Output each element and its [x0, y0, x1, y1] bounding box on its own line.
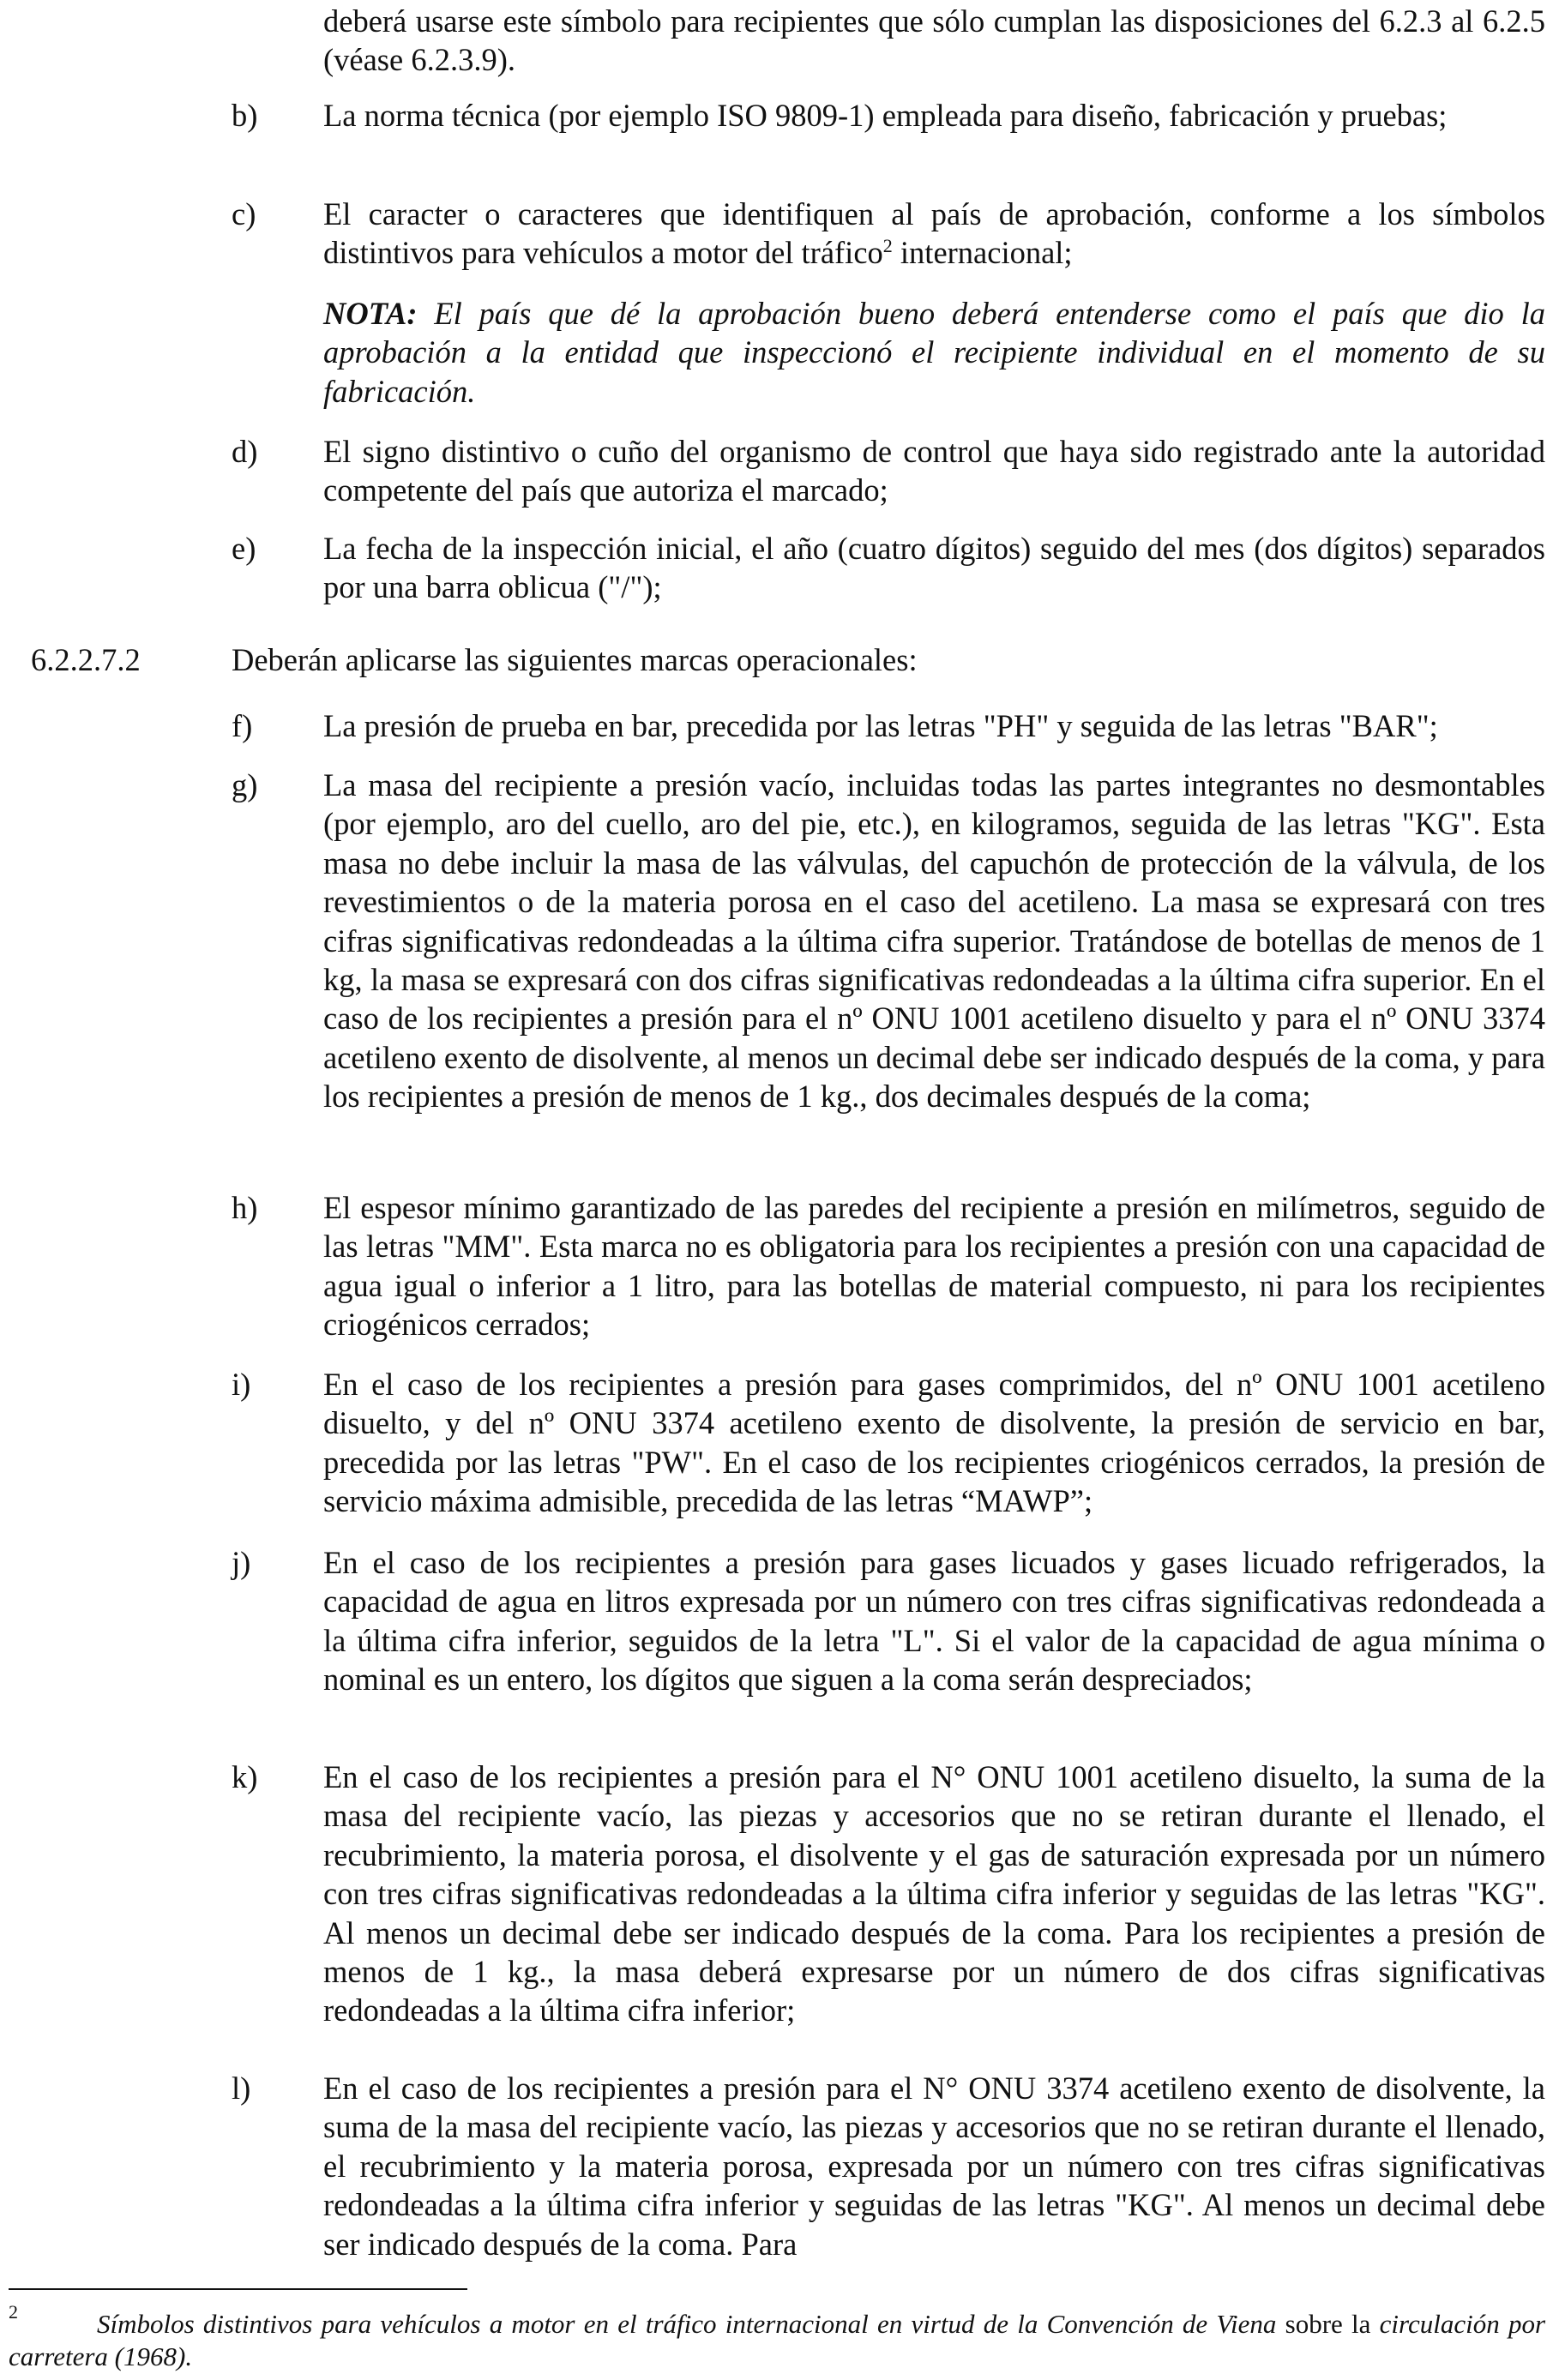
item-d-text — [323, 432, 1545, 510]
footnote-reference: 2 — [882, 235, 893, 257]
item-i-text — [323, 1365, 1545, 1521]
item-b-text — [323, 96, 1545, 135]
footnote-text — [9, 2308, 1545, 2373]
continuation-text: deberá usarse este símbolo para recipientes que sólo cumplan las disposiciones del 6.2.3 al 6.2.5 (véase 6.2.3.9). — [323, 3, 1545, 78]
item-e-body: La fecha de la inspección inicial, el año (cuatro dígitos) seguido del mes (dos dígitos) separados por una barra oblicua ("/"); — [323, 531, 1545, 605]
item-c-body: El caracter o caracteres que identifiquen al país de aprobación, conforme a los símbolos distintivos para vehículos a motor del tráfico — [323, 196, 1545, 271]
item-e-label: e) — [232, 531, 256, 566]
footnote-body: Símbolos distintivos para vehículos a motor en el tráfico internacional en virtud de la Convención de Viena — [97, 2309, 1277, 2339]
item-j-text — [323, 1543, 1545, 1699]
item-h-text — [323, 1188, 1545, 1344]
item-l-body: En el caso de los recipientes a presión para el N° ONU 3374 acetileno exento de disolvente, la suma de la masa del recipiente vacío, las piezas y accesorios que no se retiran durante el llenado, el recubrimiento y la materia porosa, expresada por un número con tres cifras significativas redondeadas a la última cifra inferior y seguidas de las letras "KG". Al menos un decimal debe ser indicado después de la coma. Para — [323, 2070, 1545, 2262]
item-l-label: l) — [232, 2070, 251, 2106]
item-k-text — [323, 1758, 1545, 2030]
section-number: 6.2.2.7.2 — [31, 642, 141, 677]
item-i-label: i) — [232, 1367, 251, 1402]
note-text: El país que dé la aprobación bueno deberá entenderse como el país que dio la aprobación a la entidad que inspeccionó el recipiente individual en el momento de su fabricación. — [323, 296, 1545, 409]
footnote-body-end: circulación por carretera (1968). — [9, 2309, 1546, 2371]
item-k-label: k) — [232, 1759, 258, 1794]
section-heading: Deberán aplicarse las siguientes marcas operacionales: — [232, 642, 918, 677]
item-j-label: j) — [232, 1545, 251, 1580]
item-c-label: c) — [232, 196, 256, 231]
item-b-label: b) — [232, 98, 258, 133]
item-h-body: El espesor mínimo garantizado de las paredes del recipiente a presión en milímetros, seguido de las letras "MM". Esta marca no es obligatoria para los recipientes a presión con una capacidad de agua igual o inferior a 1 litro, para las botellas de material compuesto, ni para los recipientes criogénicos cerrados; — [323, 1190, 1545, 1343]
footnote-body-upright: sobre la — [1276, 2309, 1371, 2339]
item-f-text — [323, 706, 1545, 745]
item-f-body: La presión de prueba en bar, precedida por las letras "PH" y seguida de las letras "BAR"; — [323, 708, 1438, 743]
item-k-body: En el caso de los recipientes a presión para el N° ONU 1001 acetileno disuelto, la suma de la masa del recipiente vacío, las piezas y accesorios que no se retiran durante el llenado, el recubrimiento, la materia porosa, el disolvente y el gas de saturación expresada por un número con tres cifras significativas redondeadas a la última cifra inferior y seguidas de las letras "KG". Al menos un decimal debe ser indicado después de la coma. Para los recipientes a presión de menos de 1 kg., la masa deberá expresarse por un número de dos cifras significativas redondeadas a la última cifra inferior; — [323, 1759, 1545, 2028]
note-label: NOTA: — [323, 296, 418, 331]
note-paragraph — [323, 294, 1545, 411]
footnote-separator — [9, 2288, 467, 2290]
item-e-text — [323, 529, 1545, 607]
footnote-number: 2 — [9, 2301, 18, 2323]
item-l-text — [323, 2069, 1545, 2263]
item-b-body: La norma técnica (por ejemplo ISO 9809-1) empleada para diseño, fabricación y pruebas; — [323, 98, 1448, 133]
item-c-text — [323, 195, 1545, 273]
item-f-label: f) — [232, 708, 253, 743]
item-d-body: El signo distintivo o cuño del organismo de control que haya sido registrado ante la autoridad competente del país que autoriza el marcado; — [323, 434, 1545, 508]
continuation-paragraph — [323, 2, 1545, 80]
item-c-body-end: internacional; — [892, 235, 1073, 271]
item-g-label: g) — [232, 767, 258, 802]
item-d-label: d) — [232, 434, 258, 469]
item-g-text — [323, 766, 1545, 1116]
item-h-label: h) — [232, 1190, 258, 1225]
item-j-body: En el caso de los recipientes a presión para gases licuados y gases licuado refrigerados, la capacidad de agua en litros expresada por un número con tres cifras significativas redondeada a la última cifra inferior, seguidos de la letra "L". Si el valor de la capacidad de agua mínima o nominal es un entero, los dígitos que siguen a la coma serán despreciados; — [323, 1545, 1545, 1698]
item-i-body: En el caso de los recipientes a presión para gases comprimidos, del nº ONU 1001 acetileno disuelto, y del nº ONU 3374 acetileno exento de disolvente, la presión de servicio en bar, precedida por las letras "PW". En el caso de los recipientes criogénicos cerrados, la presión de servicio máxima admisible, precedida de las letras “MAWP”; — [323, 1367, 1545, 1519]
item-g-body: La masa del recipiente a presión vacío, incluidas todas las partes integrantes no desmontables (por ejemplo, aro del cuello, aro del pie, etc.), en kilogramos, seguida de las letras "KG". Esta masa no debe incluir la masa de las válvulas, del capuchón de protección de la válvula, de los revestimientos o de la materia porosa en el caso del acetileno. La masa se expresará con tres cifras significativas redondeadas a la última cifra superior. Tratándose de botellas de menos de 1 kg, la masa se expresará con dos cifras significativas redondeadas a la última cifra superior. En el caso de los recipientes a presión para el nº ONU 1001 acetileno disuelto y para el nº ONU 3374 acetileno exento de disolvente, al menos un decimal debe ser indicado después de la coma, y para los recipientes a presión de menos de 1 kg., dos decimales después de la coma; — [323, 767, 1545, 1115]
